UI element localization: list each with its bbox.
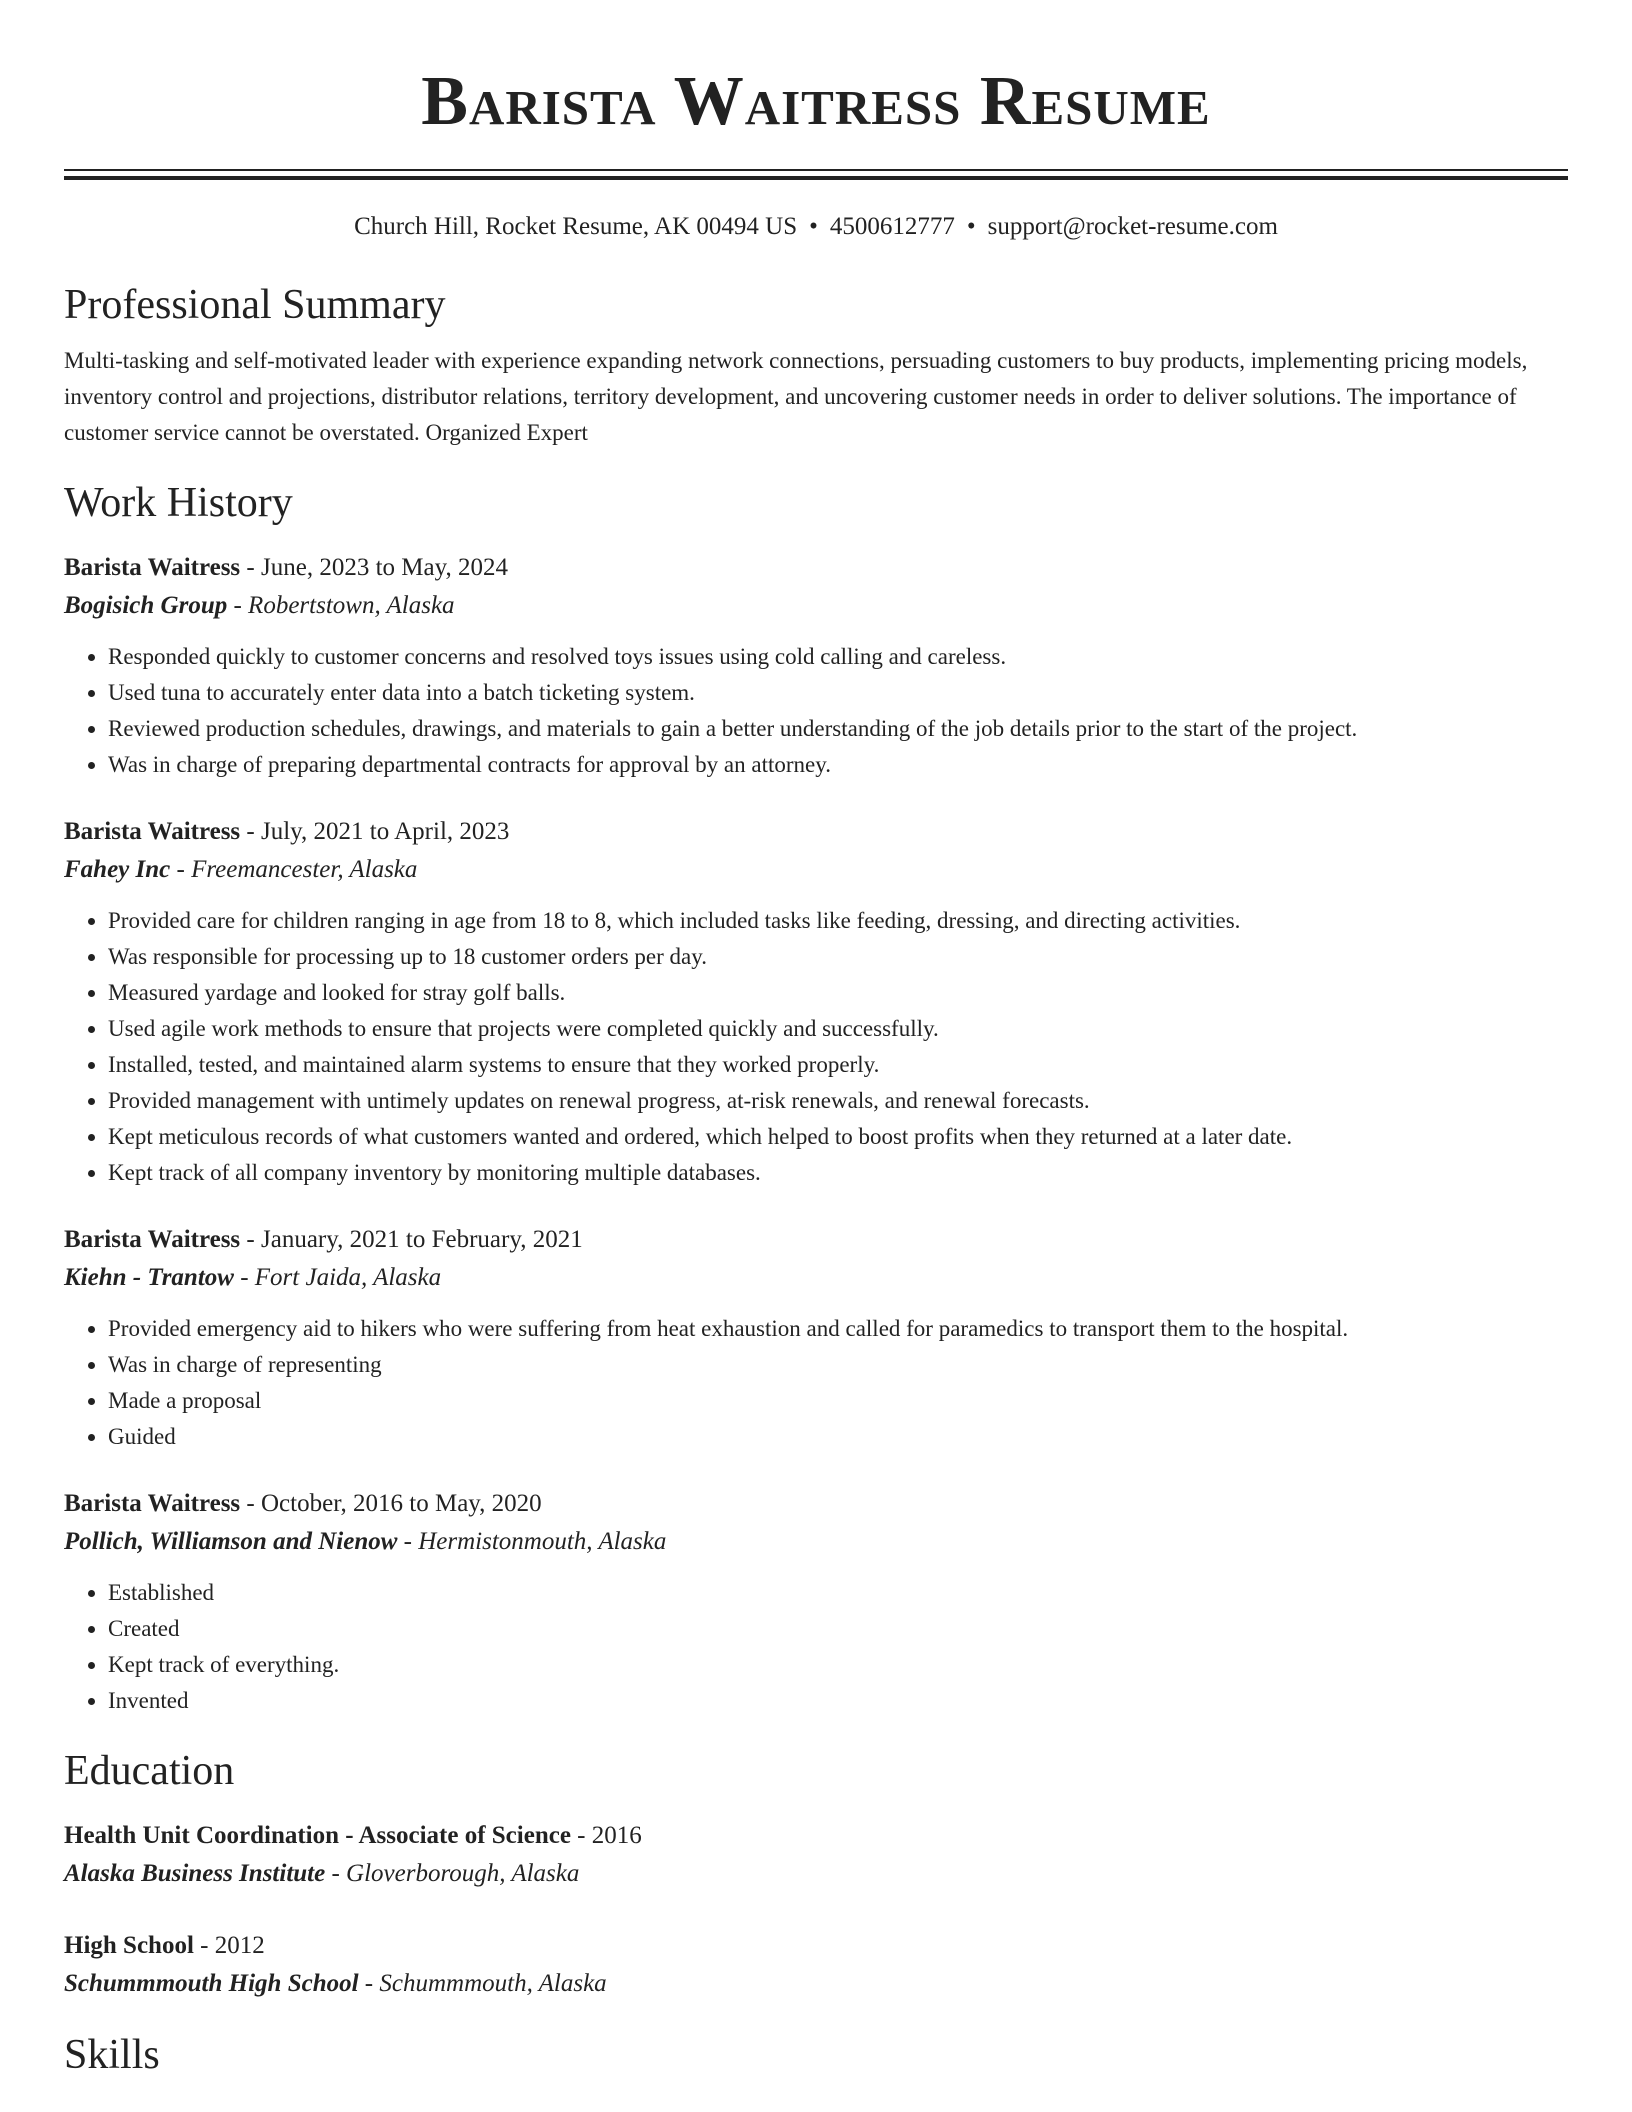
skills-heading: Skills <box>64 2032 160 2078</box>
job-title: Barista Waitress <box>64 1226 241 1253</box>
title-divider <box>64 169 1568 180</box>
education-school-line <box>64 1965 1568 2003</box>
list-item: • Invented <box>108 1683 1568 1719</box>
contact-address: Church Hill, Rocket Resume, AK 00494 US <box>354 213 798 240</box>
job-title: Barista Waitress <box>64 1490 241 1517</box>
education-entry <box>64 1927 1568 2003</box>
job-location: - Fort Jaida, Alaska <box>233 1264 442 1291</box>
contact-phone: 4500612777 <box>829 213 955 240</box>
job-company: Pollich, Williamson and Nienow <box>64 1528 398 1555</box>
summary-heading: Professional Summary <box>64 282 446 328</box>
education-degree-line <box>64 1817 1568 1855</box>
list-item: • Used agile work methods to ensure that projects were completed quickly and successfully. <box>108 1011 1568 1047</box>
list-item: • Provided care for children ranging in age from 18 to 8, which included tasks like feeding, dressing, and directing activities. <box>108 903 1568 939</box>
contact-email: support@rocket-resume.com <box>987 213 1278 240</box>
list-item: • Kept track of everything. <box>108 1647 1568 1683</box>
education-entry <box>64 1817 1568 1893</box>
education-location: - Gloverborough, Alaska <box>325 1860 580 1887</box>
job-entry <box>64 1485 1568 1719</box>
resume-title: Barista Waitress Resume <box>421 63 1211 140</box>
job-location: - Freemancester, Alaska <box>170 856 418 883</box>
list-item: • Guided <box>108 1419 1568 1455</box>
list-item: • Kept track of all company inventory by monitoring multiple databases. <box>108 1155 1568 1191</box>
job-bullets <box>64 639 1568 783</box>
list-item: • Measured yardage and looked for stray golf balls. <box>108 975 1568 1011</box>
education-school-line <box>64 1855 1568 1893</box>
education-school: Alaska Business Institute <box>64 1860 326 1887</box>
contact-separator: • <box>809 213 818 240</box>
list-item: • Was in charge of preparing departmental contracts for approval by an attorney. <box>108 747 1568 783</box>
education-degree-line <box>64 1927 1568 1965</box>
list-item: • Kept meticulous records of what customers wanted and ordered, which helped to boost profits when they returned at a later date. <box>108 1119 1568 1155</box>
job-bullets <box>64 903 1568 1191</box>
education-degree: High School <box>64 1932 194 1959</box>
job-title-line <box>64 1485 1568 1523</box>
list-item: • Installed, tested, and maintained alarm systems to ensure that they worked properly. <box>108 1047 1568 1083</box>
list-item: • Established <box>108 1575 1568 1611</box>
job-entry <box>64 1221 1568 1455</box>
list-item: • Created <box>108 1611 1568 1647</box>
job-company-line <box>64 1523 1568 1561</box>
list-item: • Used tuna to accurately enter data into a batch ticketing system. <box>108 675 1568 711</box>
list-item: • Responded quickly to customer concerns and resolved toys issues using cold calling and careless. <box>108 639 1568 675</box>
list-item: • Made a proposal <box>108 1383 1568 1419</box>
list-item: • Provided management with untimely updates on renewal progress, at-risk renewals, and renewal forecasts. <box>108 1083 1568 1119</box>
job-title-line <box>64 549 1568 587</box>
summary-text: Multi-tasking and self-motivated leader with experience expanding network connections, persuading customers to buy products, implementing pricing models, inventory control and projections, distributor relations, territory development, and uncovering customer needs in order to deliver solutions. The importance of customer service cannot be overstated. Organized Expert <box>64 348 1528 445</box>
list-item: • Was in charge of representing <box>108 1347 1568 1383</box>
job-dates: - October, 2016 to May, 2020 <box>240 1490 542 1517</box>
job-company-line <box>64 1259 1568 1297</box>
education-location: - Schummmouth, Alaska <box>358 1970 607 1997</box>
job-company: Kiehn - Trantow <box>64 1264 234 1291</box>
education-year: - 2016 <box>570 1822 642 1849</box>
job-title-line <box>64 1221 1568 1259</box>
job-company-line <box>64 851 1568 889</box>
contact-line <box>64 210 1568 244</box>
job-dates: - January, 2021 to February, 2021 <box>240 1226 583 1253</box>
job-bullets <box>64 1311 1568 1455</box>
list-item: • Reviewed production schedules, drawings, and materials to gain a better understanding of the job details prior to the start of the project. <box>108 711 1568 747</box>
list-item: • Was responsible for processing up to 18 customer orders per day. <box>108 939 1568 975</box>
education-degree: Health Unit Coordination - Associate of Science <box>64 1822 571 1849</box>
job-dates: - July, 2021 to April, 2023 <box>240 818 510 845</box>
education-year: - 2012 <box>193 1932 265 1959</box>
job-dates: - June, 2023 to May, 2024 <box>240 554 508 581</box>
job-title-line <box>64 813 1568 851</box>
job-entry <box>64 549 1568 783</box>
job-title: Barista Waitress <box>64 818 241 845</box>
education-heading: Education <box>64 1748 235 1794</box>
list-item: • Provided emergency aid to hikers who were suffering from heat exhaustion and called for paramedics to transport them to the hospital. <box>108 1311 1568 1347</box>
job-location: - Hermistonmouth, Alaska <box>397 1528 667 1555</box>
contact-separator: • <box>966 213 976 240</box>
education-school: Schummmouth High School <box>64 1970 359 1997</box>
job-entry <box>64 813 1568 1191</box>
job-title: Barista Waitress <box>64 554 241 581</box>
job-company: Fahey Inc <box>64 856 171 883</box>
job-bullets <box>64 1575 1568 1719</box>
work-history-heading: Work History <box>64 480 293 526</box>
job-company: Bogisich Group <box>64 592 228 619</box>
job-location: - Robertstown, Alaska <box>227 592 455 619</box>
job-company-line <box>64 587 1568 625</box>
